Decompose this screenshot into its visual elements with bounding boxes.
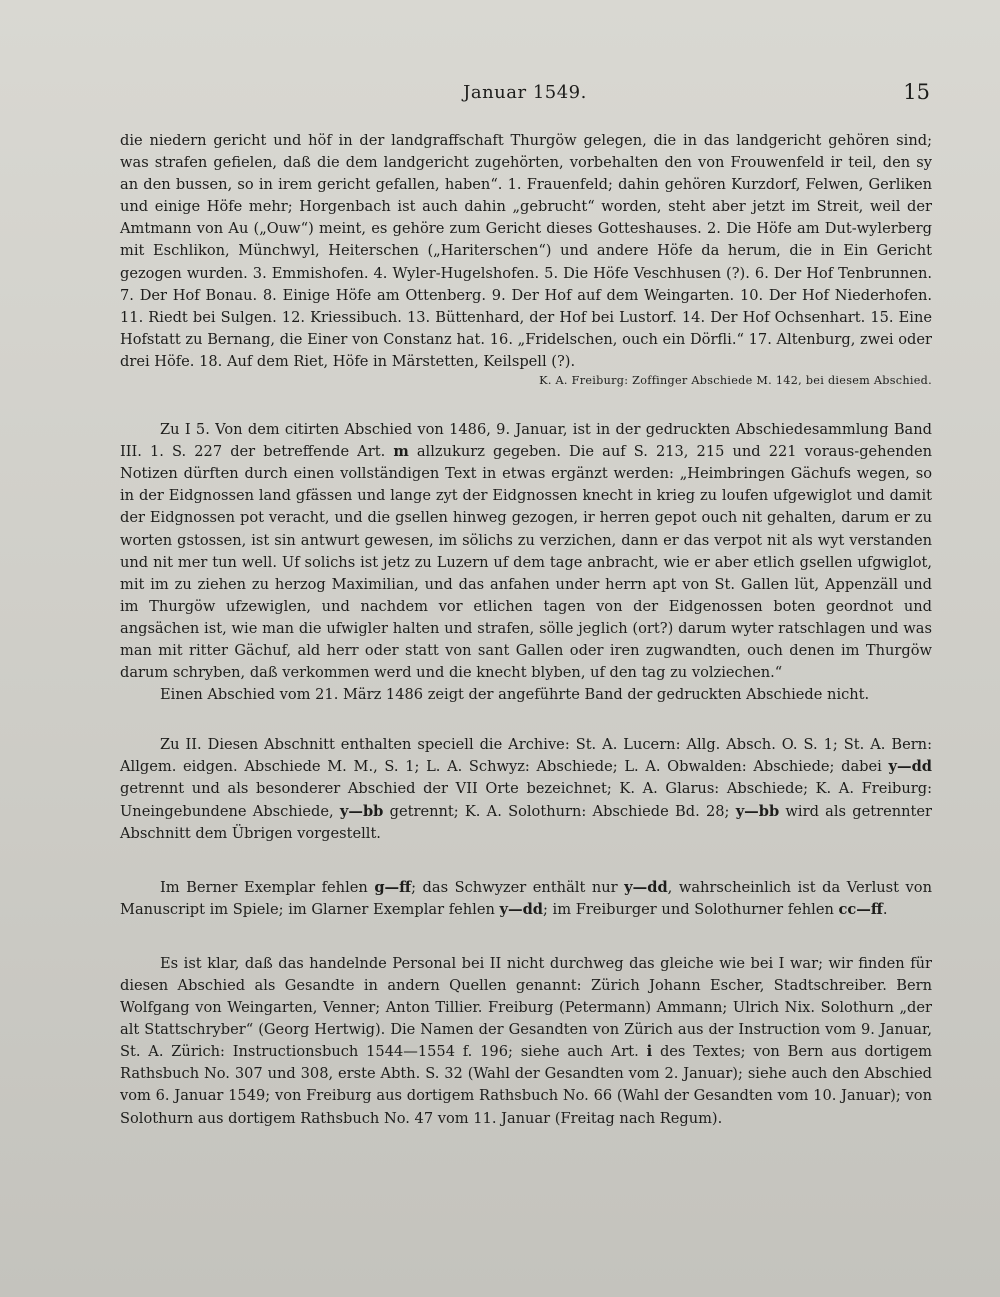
body-text — [120, 130, 932, 1130]
paragraph-text: des Textes; von Bern aus dortigem Rathsbuch No. 307 und 308, erste Abth. S. 32 (Wahl der Gesandten vom 2. Januar); siehe auch den Abschied vom 6. Januar 1549; von Freiburg aus dortigem Rathsbuch No. 66 (Wahl der Gesandten vom 10. Januar); von Solothurn aus dortigem Rathsbuch No. 47 vom 11. Januar (Freitag nach Regum). — [120, 1043, 932, 1127]
paragraph-text: wird als getrennter Abschnitt dem Übrigen vorgestellt. — [120, 802, 932, 842]
paragraph-exemplars — [120, 877, 932, 921]
paragraph-text: Zu I 5. Von dem citirten Abschied von 1486, 9. Januar, ist in der gedruckten Abschiedesammlung Band III. 1. S. 227 der betreffende Art. — [120, 421, 932, 461]
paragraph-text: , wahrscheinlich ist da Verlust von Manuscript im Spiele; im Glarner Exemplar fehlen — [120, 878, 932, 918]
paragraph-text: . — [882, 900, 888, 918]
paragraph-text: getrennt und als besonderer Abschied der VII Orte bezeichnet; K. A. Glarus: Abschiede; K. A. Freiburg: Uneingebundene Abschiede, — [120, 780, 932, 820]
source-reference: K. A. Freiburg: Zoffinger Abschiede M. 142, bei diesem Abschied. — [539, 374, 932, 388]
paragraph-zu-i-5 — [120, 419, 932, 684]
paragraph-text: getrennt; K. A. Solothurn: Abschiede Bd. 28; — [383, 802, 736, 820]
page-number: 15 — [903, 80, 930, 104]
section-range: y—bb — [735, 802, 780, 820]
paragraph-personnel — [120, 953, 932, 1130]
paragraph-text: ; das Schwyzer enthält nur — [411, 878, 625, 896]
section-range: y—dd — [888, 758, 932, 776]
paragraph-text: Im Berner Exemplar fehlen — [160, 878, 375, 896]
paragraph-text: ; im Freiburger und Solothurner fehlen — [543, 900, 839, 918]
section-range: cc—ff — [838, 900, 883, 918]
paragraph-text: allzukurz gegeben. Die auf S. 213, 215 und 221 voraus-gehenden Notizen dürften durch einen vollständigen Text in etwas ergänzt werden: „Heimbringen Gächufs wegen, so in der Eidgnossen land gfässen und lange zyt der Eidgnossen knecht in krieg zu loufen ufgewiglot und damit der Eidgnossen pot veracht, und die gsellen hinweg gezogen, ir herren gepot ouch nit gehalten, darum er zu worten gstossen, ist sin antwurt gewesen, im sölichs zu verzichen, dann er das verpot nit als wyt verstanden und nit mer tun well. Uf solichs ist jetz zu Luzern uf dem tage anbracht, wie er aber etlich gsellen ufgwiglot, mit im zu ziehen zu herzog Maximilian, und das anfahen under herrn apt von St. Gallen lüt, Appenzäll und im Thurgöw ufzewiglen, und nachdem vor etlichen tagen von der Eidgenossen boten geordnot und angsächen ist, wie man die ufwigler halten und strafen, sölle jeglich (ort?) darum wyter ratschlagen und was man mit ritter Gächuf, ald herr oder statt von sant Gallen oder iren zugwandten, ouch denen im Thurgöw darum schryben, daß verkommen werd und die knecht blyben, uf den tag zu volziechen.“ — [120, 443, 932, 682]
paragraph-places: die niedern gericht und höf in der landgraffschaft Thurgöw gelegen, die in das landgericht gehören sind; was strafen gefielen, daß die dem landgericht zugehörten, vorbehalten den von Frouwenfeld ir teil, den sy an den bussen, so in irem gericht gefallen, haben“. 1. Frauenfeld; dahin gehören Kurzdorf, Felwen, Gerliken und einige Höfe mehr; Horgenbach ist auch dahin „gebrucht“ worden, steht aber jetzt im Streit, weil der Amtmann von Au („Ouw“) meint, es gehöre zum Gericht dieses Gotteshauses. 2. Die Höfe am Dut-wylerberg mit Eschlikon, Münchwyl, Heiterschen („Hariterschen“) und andere Höfe da herum, die in Ein Gericht gezogen wurden. 3. Emmishofen. 4. Wyler-Hugelshofen. 5. Die Höfe Veschhusen (?). 6. Der Hof Tenbrunnen. 7. Der Hof Bonau. 8. Einige Höfe am Ottenberg. 9. Der Hof auf dem Weingarten. 10. Der Hof Niederhofen. 11. Riedt bei Sulgen. 12. Kriessibuch. 13. Büttenhard, der Hof bei Lustorf. 14. Der Hof Ochsenhart. 15. Eine Hofstatt zu Bernang, die Einer von Constanz hat. 16. „Fridelschen, ouch ein Dörfli.“ 17. Altenburg, zwei oder drei Höfe. 18. Auf dem Riet, Höfe in Märstetten, Keilspell (?). — [120, 132, 932, 370]
section-range: y—dd — [499, 900, 543, 918]
section-range: y—bb — [339, 802, 384, 820]
paragraph-text: Es ist klar, daß das handelnde Personal bei II nicht durchweg das gleiche wie bei I war; wir finden für diesen Abschied als Gesandte in andern Quellen genannt: Zürich Johann Escher, Stadtschreiber. Bern Wolfgang von Weingarten, Venner; Anton Tillier. Freiburg (Petermann) Ammann; Ulrich Nix. Solothurn „der alt Stattschryber“ (Georg Hertwig). Die Namen der Gesandten von Zürich aus der Instruction vom 9. Januar, St. A. Zürich: Instructionsbuch 1544—1554 f. 196; siehe auch Art. — [120, 954, 932, 1061]
paragraph-note: Einen Abschied vom 21. März 1486 zeigt der angeführte Band der gedruckten Abschiede nicht. — [160, 686, 870, 704]
page-header — [120, 82, 930, 112]
article-letter: m — [393, 443, 409, 461]
running-title: Januar 1549. — [463, 82, 587, 103]
article-letter: i — [646, 1043, 653, 1061]
section-range: g—ff — [374, 878, 412, 896]
paragraph-zu-ii — [120, 734, 932, 844]
section-range: y—dd — [624, 878, 668, 896]
paragraph-text: Zu II. Diesen Abschnitt enthalten speciell die Archive: St. A. Lucern: Allg. Absch. O. S. 1; St. A. Bern: Allgem. eidgen. Abschiede M. M., S. 1; L. A. Schwyz: Abschiede; L. A. Obwalden: Abschiede; dabei — [120, 736, 932, 776]
